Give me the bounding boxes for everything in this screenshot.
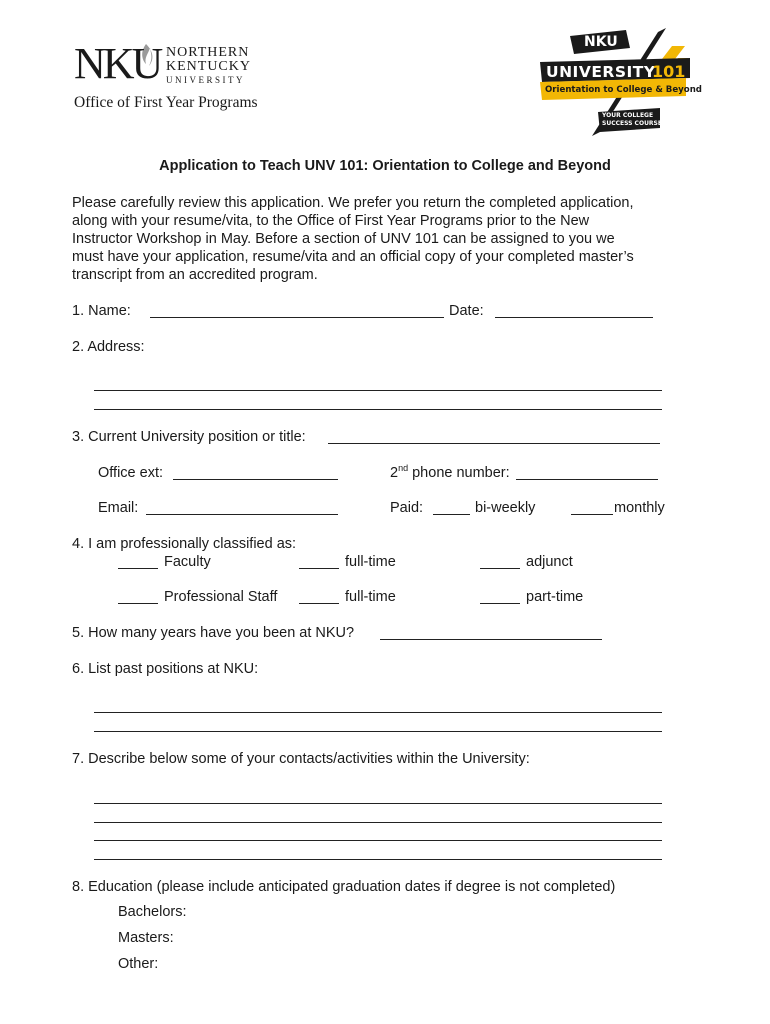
second-phone-sup: nd [398,463,409,474]
monthly-blank[interactable] [571,514,613,515]
badge-subtitle: Orientation to College & Beyond [545,85,702,95]
monthly-label: monthly [614,500,665,516]
other-label: Other: [118,956,159,972]
q2-address-label: 2. Address: [72,339,145,355]
form-title: Application to Teach UNV 101: Orientation to College and Beyond [159,158,611,174]
email-field[interactable] [146,514,338,515]
paid-label: Paid: [390,500,424,516]
q7-contacts-label: 7. Describe below some of your contacts/activities within the University: [72,751,530,767]
q1-date-label: Date: [449,303,484,319]
badge-tag-line1: YOUR COLLEGE [602,112,654,119]
q3-position-label: 3. Current University position or title: [72,429,306,445]
adjunct-blank[interactable] [480,568,520,569]
contacts-line-3[interactable] [94,840,662,841]
badge-title: UNIVERSITY [546,63,656,81]
intro-line: Instructor Workshop in May. Before a section of UNV 101 can be assigned to you we [72,231,615,247]
positions-line-1[interactable] [94,712,662,713]
contacts-line-4[interactable] [94,859,662,860]
name-field[interactable] [150,317,444,318]
office-ext-field[interactable] [173,479,338,480]
positions-line-2[interactable] [94,731,662,732]
full-time-label: full-time [345,554,396,570]
office-name: Office of First Year Programs [74,94,258,111]
nku-logo-name-line3: UNIVERSITY [166,75,245,85]
full-time-2-blank[interactable] [299,603,339,604]
professional-staff-blank[interactable] [118,603,158,604]
second-phone-number: 2 [390,465,399,481]
contacts-line-2[interactable] [94,822,662,823]
email-label: Email: [98,500,139,516]
q5-years-label: 5. How many years have you been at NKU? [72,625,355,641]
part-time-label: part-time [526,589,584,605]
full-time-2-label: full-time [345,589,396,605]
bi-weekly-blank[interactable] [433,514,470,515]
full-time-blank[interactable] [299,568,339,569]
second-phone-rest: phone number: [408,465,510,481]
intro-line: must have your application, resume/vita and an official copy of your completed master’s [72,249,634,265]
adjunct-label: adjunct [526,554,573,570]
position-field[interactable] [328,443,660,444]
intro-line: transcript from an accredited program. [72,267,318,283]
contacts-line-1[interactable] [94,803,662,804]
masters-label: Masters: [118,930,174,946]
intro-paragraph [72,194,702,284]
nku-logo-name-line2: KENTUCKY [166,59,251,74]
q1-name-label: 1. Name: [72,303,131,319]
faculty-blank[interactable] [118,568,158,569]
address-line-2[interactable] [94,409,662,410]
date-field[interactable] [495,317,653,318]
intro-line: Please carefully review this application. We prefer you return the completed application, [72,195,634,211]
faculty-label: Faculty [164,554,211,570]
badge-number: 101 [652,62,686,81]
years-field[interactable] [380,639,602,640]
bachelors-label: Bachelors: [118,904,187,920]
q8-education-label: 8. Education (please include anticipated graduation dates if degree is not completed) [72,879,616,895]
second-phone-label [390,464,510,482]
second-phone-field[interactable] [516,479,658,480]
part-time-blank[interactable] [480,603,520,604]
university-101-badge [540,28,700,136]
intro-line: along with your resume/vita, to the Office of First Year Programs prior to the New [72,213,590,229]
badge-nku: NKU [584,34,618,50]
address-line-1[interactable] [94,390,662,391]
office-ext-label: Office ext: [98,465,164,481]
q6-positions-label: 6. List past positions at NKU: [72,661,259,677]
q4-classified-label: 4. I am professionally classified as: [72,536,297,552]
nku-logo-name-line1: NORTHERN [166,45,250,60]
badge-tag-line2: SUCCESS COURSE [602,120,662,127]
bi-weekly-label: bi-weekly [475,500,536,516]
professional-staff-label: Professional Staff [164,589,278,605]
nku-logo-letters: NKU [74,39,161,88]
